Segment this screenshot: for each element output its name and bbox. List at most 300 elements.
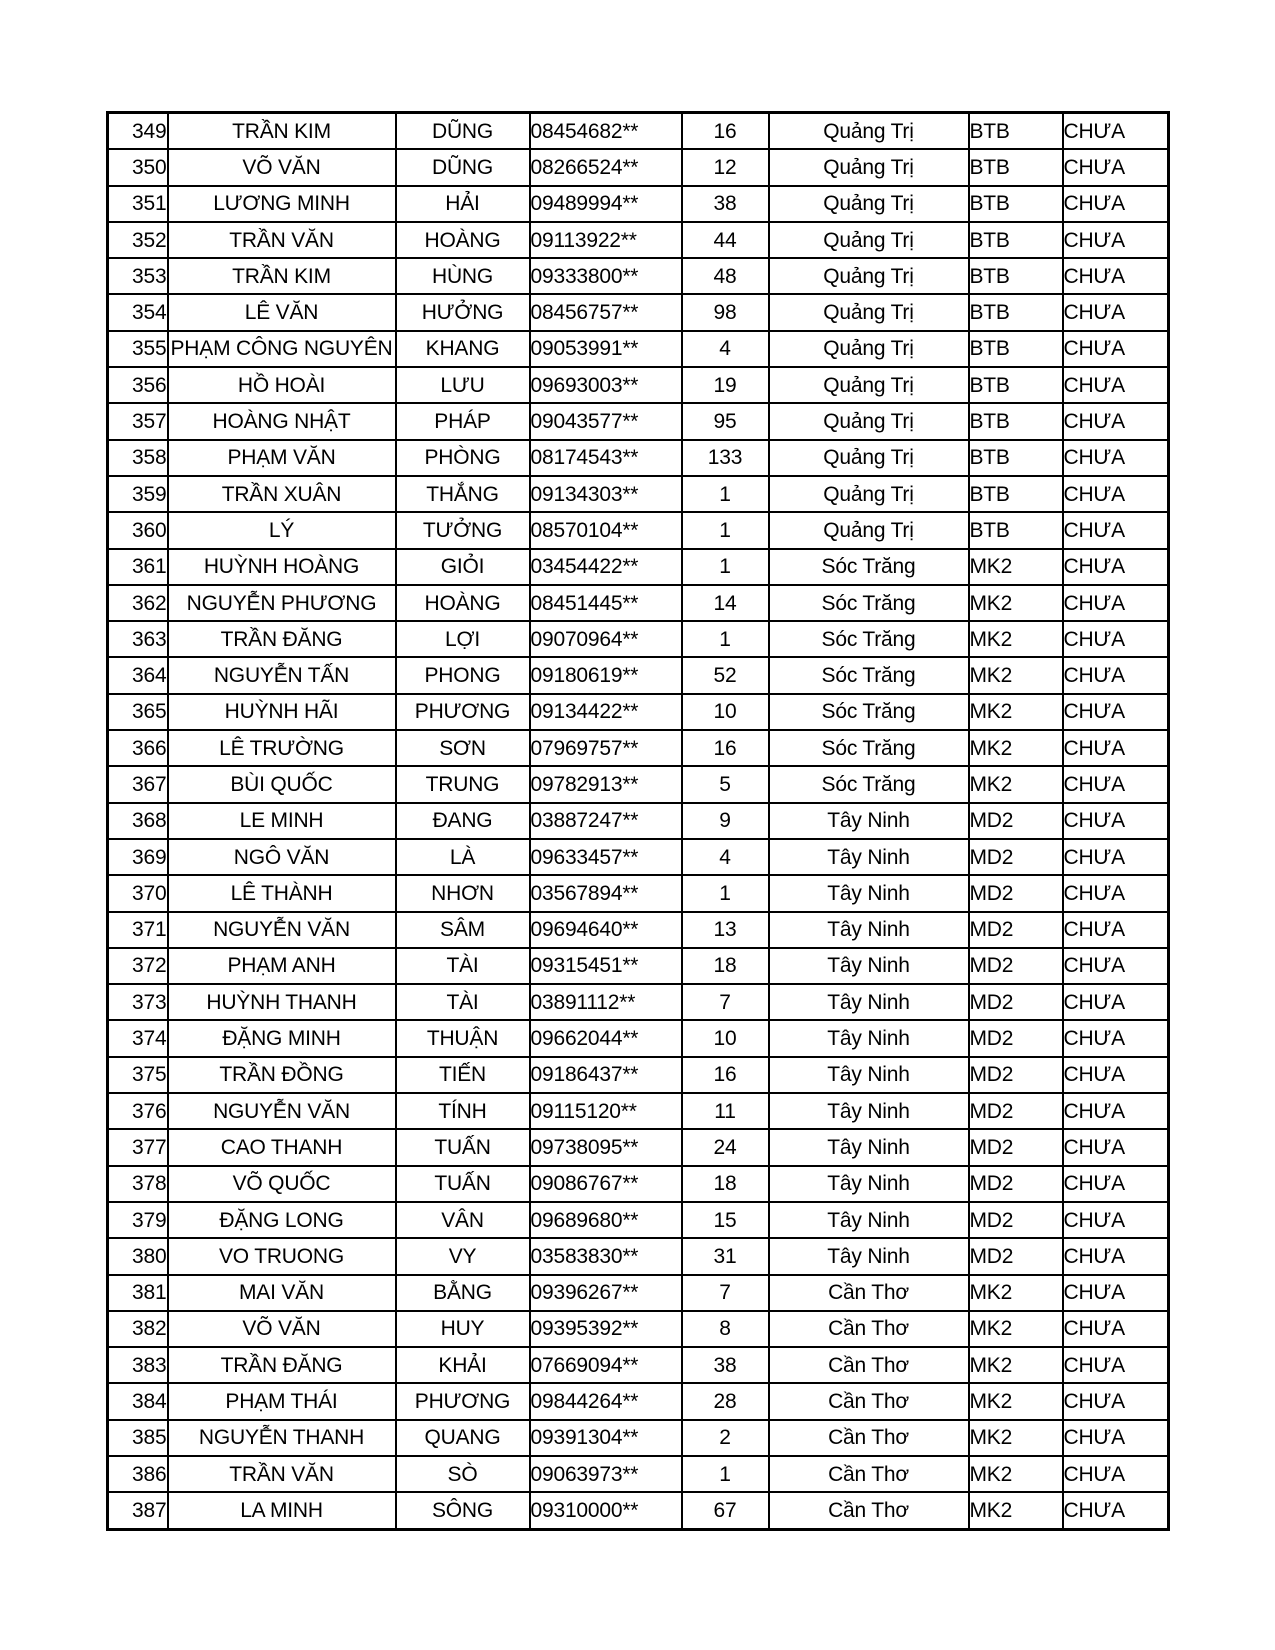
count-cell: 95 [682,403,769,439]
phone-cell: 08266524** [530,149,682,185]
status-cell: CHƯA [1063,1129,1169,1165]
table-row [108,730,1169,766]
region-code-cell: MD2 [969,948,1063,984]
row-index-cell: 371 [108,912,168,948]
table-row [108,476,1169,512]
given-name-cell: HÙNG [396,258,530,294]
row-index-cell: 380 [108,1238,168,1274]
count-cell: 10 [682,1020,769,1056]
status-cell: CHƯA [1063,1383,1169,1419]
given-name-cell: PHONG [396,657,530,693]
surname-cell: LE MINH [168,803,396,839]
region-code-cell: BTB [969,367,1063,403]
given-name-cell: GIỎI [396,549,530,585]
region-code-cell: MK2 [969,657,1063,693]
surname-cell: ĐẶNG LONG [168,1202,396,1238]
row-index-cell: 363 [108,621,168,657]
row-index-cell: 381 [108,1275,168,1311]
table-row [108,403,1169,439]
phone-cell: 09391304** [530,1420,682,1456]
status-cell: CHƯA [1063,766,1169,802]
status-cell: CHƯA [1063,549,1169,585]
table-row [108,113,1169,150]
table-row [108,585,1169,621]
table-row [108,149,1169,185]
region-code-cell: MD2 [969,839,1063,875]
province-cell: Cần Thơ [769,1456,969,1492]
count-cell: 2 [682,1420,769,1456]
province-cell: Tây Ninh [769,1057,969,1093]
row-index-cell: 370 [108,875,168,911]
province-cell: Tây Ninh [769,1202,969,1238]
status-cell: CHƯA [1063,403,1169,439]
row-index-cell: 369 [108,839,168,875]
province-cell: Cần Thơ [769,1492,969,1529]
province-cell: Tây Ninh [769,984,969,1020]
given-name-cell: TÀI [396,948,530,984]
surname-cell: LA MINH [168,1492,396,1529]
region-code-cell: BTB [969,403,1063,439]
row-index-cell: 377 [108,1129,168,1165]
given-name-cell: PHÒNG [396,440,530,476]
surname-cell: MAI VĂN [168,1275,396,1311]
region-code-cell: MD2 [969,1238,1063,1274]
status-cell: CHƯA [1063,440,1169,476]
region-code-cell: MK2 [969,621,1063,657]
province-cell: Sóc Trăng [769,766,969,802]
region-code-cell: BTB [969,149,1063,185]
count-cell: 7 [682,984,769,1020]
given-name-cell: DŨNG [396,113,530,150]
row-index-cell: 367 [108,766,168,802]
table-row [108,367,1169,403]
table-row [108,549,1169,585]
row-index-cell: 386 [108,1456,168,1492]
region-code-cell: MK2 [969,1311,1063,1347]
status-cell: CHƯA [1063,294,1169,330]
phone-cell: 09053991** [530,331,682,367]
given-name-cell: VÂN [396,1202,530,1238]
given-name-cell: SÔNG [396,1492,530,1529]
given-name-cell: HẢI [396,186,530,222]
table-row [108,1492,1169,1529]
status-cell: CHƯA [1063,1093,1169,1129]
province-cell: Tây Ninh [769,912,969,948]
surname-cell: LÊ THÀNH [168,875,396,911]
given-name-cell: TƯỞNG [396,512,530,548]
count-cell: 13 [682,912,769,948]
count-cell: 18 [682,1166,769,1202]
status-cell: CHƯA [1063,1347,1169,1383]
count-cell: 44 [682,222,769,258]
status-cell: CHƯA [1063,912,1169,948]
row-index-cell: 379 [108,1202,168,1238]
province-cell: Quảng Trị [769,186,969,222]
region-code-cell: MD2 [969,912,1063,948]
given-name-cell: KHANG [396,331,530,367]
given-name-cell: TÀI [396,984,530,1020]
surname-cell: ĐẶNG MINH [168,1020,396,1056]
table-row [108,766,1169,802]
table-row [108,1383,1169,1419]
phone-cell: 09134422** [530,694,682,730]
phone-cell: 08570104** [530,512,682,548]
region-code-cell: MD2 [969,984,1063,1020]
region-code-cell: MD2 [969,1020,1063,1056]
province-cell: Sóc Trăng [769,585,969,621]
count-cell: 48 [682,258,769,294]
count-cell: 16 [682,113,769,150]
count-cell: 1 [682,512,769,548]
status-cell: CHƯA [1063,730,1169,766]
row-index-cell: 376 [108,1093,168,1129]
province-cell: Tây Ninh [769,1093,969,1129]
table-row [108,440,1169,476]
table-row [108,1311,1169,1347]
surname-cell: LƯƠNG MINH [168,186,396,222]
status-cell: CHƯA [1063,948,1169,984]
row-index-cell: 382 [108,1311,168,1347]
row-index-cell: 365 [108,694,168,730]
table-row [108,1275,1169,1311]
province-cell: Tây Ninh [769,875,969,911]
given-name-cell: TÍNH [396,1093,530,1129]
row-index-cell: 357 [108,403,168,439]
region-code-cell: MD2 [969,1129,1063,1165]
status-cell: CHƯA [1063,1311,1169,1347]
phone-cell: 09180619** [530,657,682,693]
given-name-cell: SÒ [396,1456,530,1492]
table-row [108,1420,1169,1456]
province-cell: Cần Thơ [769,1347,969,1383]
row-index-cell: 360 [108,512,168,548]
records-table [106,111,1170,1531]
row-index-cell: 383 [108,1347,168,1383]
given-name-cell: VY [396,1238,530,1274]
phone-cell: 09633457** [530,839,682,875]
count-cell: 1 [682,621,769,657]
row-index-cell: 351 [108,186,168,222]
status-cell: CHƯA [1063,875,1169,911]
table-row [108,1057,1169,1093]
row-index-cell: 384 [108,1383,168,1419]
given-name-cell: HOÀNG [396,585,530,621]
region-code-cell: MD2 [969,803,1063,839]
surname-cell: VÕ QUỐC [168,1166,396,1202]
status-cell: CHƯA [1063,1202,1169,1238]
status-cell: CHƯA [1063,222,1169,258]
region-code-cell: BTB [969,512,1063,548]
table-row [108,331,1169,367]
province-cell: Quảng Trị [769,294,969,330]
surname-cell: LÊ TRƯỜNG [168,730,396,766]
table-row [108,1093,1169,1129]
phone-cell: 08174543** [530,440,682,476]
row-index-cell: 349 [108,113,168,150]
row-index-cell: 358 [108,440,168,476]
phone-cell: 08451445** [530,585,682,621]
table-row [108,694,1169,730]
table-row [108,512,1169,548]
given-name-cell: DŨNG [396,149,530,185]
table-row [108,258,1169,294]
table-row [108,948,1169,984]
surname-cell: PHẠM ANH [168,948,396,984]
phone-cell: 03454422** [530,549,682,585]
surname-cell: LÊ VĂN [168,294,396,330]
row-index-cell: 375 [108,1057,168,1093]
status-cell: CHƯA [1063,1166,1169,1202]
status-cell: CHƯA [1063,1420,1169,1456]
given-name-cell: THUẬN [396,1020,530,1056]
row-index-cell: 355 [108,331,168,367]
table-row [108,1020,1169,1056]
status-cell: CHƯA [1063,621,1169,657]
surname-cell: TRẦN KIM [168,258,396,294]
status-cell: CHƯA [1063,476,1169,512]
status-cell: CHƯA [1063,186,1169,222]
province-cell: Quảng Trị [769,222,969,258]
count-cell: 28 [682,1383,769,1419]
province-cell: Quảng Trị [769,403,969,439]
count-cell: 8 [682,1311,769,1347]
status-cell: CHƯA [1063,113,1169,150]
given-name-cell: KHẢI [396,1347,530,1383]
region-code-cell: BTB [969,440,1063,476]
status-cell: CHƯA [1063,1020,1169,1056]
province-cell: Tây Ninh [769,839,969,875]
row-index-cell: 361 [108,549,168,585]
table-body [108,113,1169,1530]
region-code-cell: BTB [969,476,1063,512]
region-code-cell: MK2 [969,1275,1063,1311]
status-cell: CHƯA [1063,512,1169,548]
table-row [108,875,1169,911]
surname-cell: TRẦN VĂN [168,222,396,258]
given-name-cell: TUẤN [396,1129,530,1165]
row-index-cell: 352 [108,222,168,258]
surname-cell: TRẦN ĐĂNG [168,1347,396,1383]
table-row [108,839,1169,875]
region-code-cell: MK2 [969,694,1063,730]
count-cell: 133 [682,440,769,476]
given-name-cell: LƯU [396,367,530,403]
count-cell: 31 [682,1238,769,1274]
province-cell: Cần Thơ [769,1275,969,1311]
province-cell: Quảng Trị [769,367,969,403]
province-cell: Sóc Trăng [769,730,969,766]
table-row [108,984,1169,1020]
phone-cell: 09113922** [530,222,682,258]
count-cell: 5 [682,766,769,802]
count-cell: 38 [682,186,769,222]
phone-cell: 07969757** [530,730,682,766]
given-name-cell: LỢI [396,621,530,657]
count-cell: 1 [682,875,769,911]
count-cell: 24 [682,1129,769,1165]
phone-cell: 09315451** [530,948,682,984]
province-cell: Quảng Trị [769,512,969,548]
province-cell: Cần Thơ [769,1311,969,1347]
province-cell: Quảng Trị [769,440,969,476]
region-code-cell: MD2 [969,1057,1063,1093]
count-cell: 1 [682,549,769,585]
table-row [108,222,1169,258]
surname-cell: BÙI QUỐC [168,766,396,802]
count-cell: 67 [682,1492,769,1529]
row-index-cell: 356 [108,367,168,403]
province-cell: Tây Ninh [769,1166,969,1202]
region-code-cell: BTB [969,258,1063,294]
given-name-cell: TUẤN [396,1166,530,1202]
status-cell: CHƯA [1063,657,1169,693]
row-index-cell: 374 [108,1020,168,1056]
surname-cell: PHẠM THÁI [168,1383,396,1419]
given-name-cell: TIẾN [396,1057,530,1093]
count-cell: 14 [682,585,769,621]
status-cell: CHƯA [1063,258,1169,294]
row-index-cell: 354 [108,294,168,330]
row-index-cell: 373 [108,984,168,1020]
province-cell: Sóc Trăng [769,549,969,585]
status-cell: CHƯA [1063,1275,1169,1311]
region-code-cell: MK2 [969,1347,1063,1383]
given-name-cell: ĐANG [396,803,530,839]
phone-cell: 08454682** [530,113,682,150]
phone-cell: 09070964** [530,621,682,657]
count-cell: 98 [682,294,769,330]
surname-cell: NGUYỄN PHƯƠNG [168,585,396,621]
region-code-cell: MK2 [969,730,1063,766]
count-cell: 12 [682,149,769,185]
status-cell: CHƯA [1063,1492,1169,1529]
table-row [108,186,1169,222]
region-code-cell: BTB [969,294,1063,330]
phone-cell: 09063973** [530,1456,682,1492]
phone-cell: 03583830** [530,1238,682,1274]
given-name-cell: NHƠN [396,875,530,911]
region-code-cell: MK2 [969,1456,1063,1492]
phone-cell: 09395392** [530,1311,682,1347]
phone-cell: 09694640** [530,912,682,948]
phone-cell: 03567894** [530,875,682,911]
count-cell: 10 [682,694,769,730]
row-index-cell: 364 [108,657,168,693]
phone-cell: 07669094** [530,1347,682,1383]
surname-cell: HỒ HOÀI [168,367,396,403]
region-code-cell: BTB [969,186,1063,222]
count-cell: 4 [682,839,769,875]
phone-cell: 03891112** [530,984,682,1020]
given-name-cell: PHƯƠNG [396,1383,530,1419]
table-row [108,1456,1169,1492]
given-name-cell: SƠN [396,730,530,766]
status-cell: CHƯA [1063,331,1169,367]
province-cell: Cần Thơ [769,1383,969,1419]
table-row [108,1129,1169,1165]
status-cell: CHƯA [1063,367,1169,403]
status-cell: CHƯA [1063,1456,1169,1492]
count-cell: 16 [682,730,769,766]
phone-cell: 09738095** [530,1129,682,1165]
row-index-cell: 378 [108,1166,168,1202]
table-row [108,621,1169,657]
status-cell: CHƯA [1063,803,1169,839]
table-row [108,657,1169,693]
phone-cell: 09333800** [530,258,682,294]
phone-cell: 09489994** [530,186,682,222]
given-name-cell: HƯỞNG [396,294,530,330]
region-code-cell: MK2 [969,1492,1063,1529]
given-name-cell: TRUNG [396,766,530,802]
surname-cell: VÕ VĂN [168,1311,396,1347]
region-code-cell: MK2 [969,1420,1063,1456]
region-code-cell: BTB [969,222,1063,258]
region-code-cell: MD2 [969,875,1063,911]
province-cell: Tây Ninh [769,948,969,984]
status-cell: CHƯA [1063,694,1169,730]
surname-cell: HUỲNH HOÀNG [168,549,396,585]
given-name-cell: QUANG [396,1420,530,1456]
row-index-cell: 368 [108,803,168,839]
given-name-cell: BẰNG [396,1275,530,1311]
table-row [108,294,1169,330]
phone-cell: 09115120** [530,1093,682,1129]
row-index-cell: 353 [108,258,168,294]
count-cell: 15 [682,1202,769,1238]
table-row [108,912,1169,948]
count-cell: 19 [682,367,769,403]
phone-cell: 09844264** [530,1383,682,1419]
phone-cell: 09043577** [530,403,682,439]
phone-cell: 09086767** [530,1166,682,1202]
row-index-cell: 366 [108,730,168,766]
surname-cell: TRẦN ĐĂNG [168,621,396,657]
surname-cell: VÕ VĂN [168,149,396,185]
given-name-cell: PHƯƠNG [396,694,530,730]
count-cell: 7 [682,1275,769,1311]
surname-cell: PHẠM CÔNG NGUYÊN [168,331,396,367]
row-index-cell: 372 [108,948,168,984]
table-row [108,1166,1169,1202]
row-index-cell: 387 [108,1492,168,1529]
count-cell: 11 [682,1093,769,1129]
count-cell: 9 [682,803,769,839]
province-cell: Quảng Trị [769,149,969,185]
phone-cell: 08456757** [530,294,682,330]
phone-cell: 03887247** [530,803,682,839]
status-cell: CHƯA [1063,984,1169,1020]
count-cell: 1 [682,476,769,512]
given-name-cell: HUY [396,1311,530,1347]
region-code-cell: MK2 [969,766,1063,802]
phone-cell: 09693003** [530,367,682,403]
phone-cell: 09396267** [530,1275,682,1311]
phone-cell: 09782913** [530,766,682,802]
surname-cell: HUỲNH THANH [168,984,396,1020]
given-name-cell: HOÀNG [396,222,530,258]
phone-cell: 09310000** [530,1492,682,1529]
given-name-cell: LÀ [396,839,530,875]
province-cell: Sóc Trăng [769,657,969,693]
status-cell: CHƯA [1063,839,1169,875]
status-cell: CHƯA [1063,1057,1169,1093]
phone-cell: 09662044** [530,1020,682,1056]
surname-cell: LÝ [168,512,396,548]
row-index-cell: 385 [108,1420,168,1456]
phone-cell: 09186437** [530,1057,682,1093]
province-cell: Quảng Trị [769,258,969,294]
